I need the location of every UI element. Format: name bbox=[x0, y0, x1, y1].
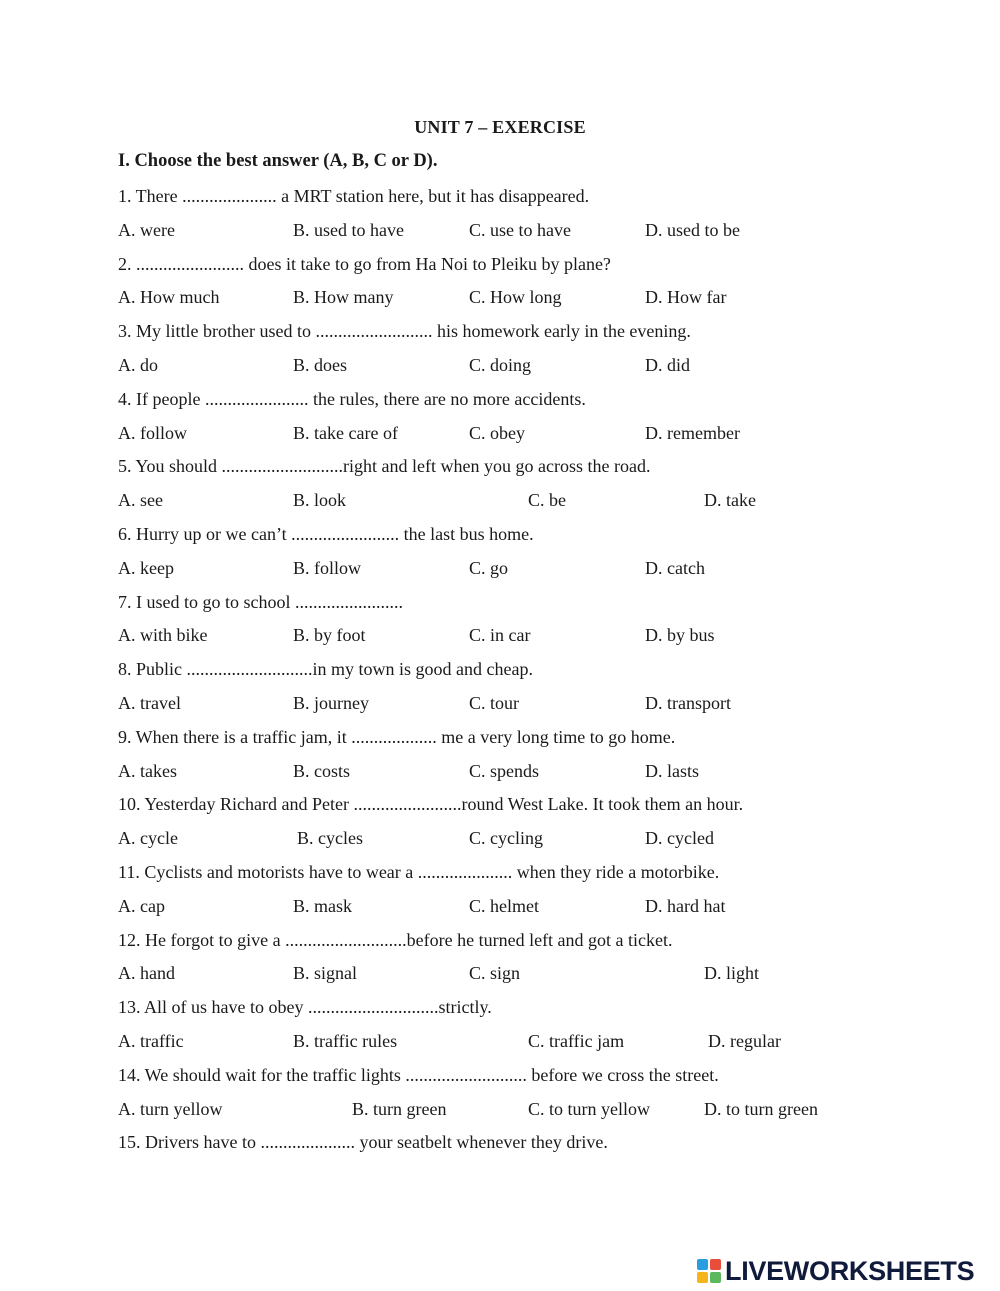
answer-option-d: D. used to be bbox=[645, 219, 740, 240]
answer-option-d: D. remember bbox=[645, 422, 740, 443]
answer-option-a: A. hand bbox=[118, 963, 175, 984]
answer-option-a: A. see bbox=[118, 490, 163, 511]
answer-option-b: B. How many bbox=[293, 287, 394, 308]
question-text: 12. He forgot to give a ...........................before he turned left and got a ticket. bbox=[118, 929, 673, 950]
answer-option-d: D. cycled bbox=[645, 828, 714, 849]
answer-option-a: A. follow bbox=[118, 422, 187, 443]
answer-option-a: A. traffic bbox=[118, 1031, 184, 1051]
answer-option-b: B. mask bbox=[293, 895, 353, 916]
answer-option-c: C. helmet bbox=[469, 895, 539, 916]
question-text: 11. Cyclists and motorists have to wear a ..................... when they ride a motorbike. bbox=[118, 862, 720, 882]
logo-mark-square bbox=[710, 1272, 721, 1283]
question-text: 8. Public ............................in my town is good and cheap. bbox=[118, 659, 533, 680]
answer-option-c: C. use to have bbox=[469, 219, 571, 240]
question-text: 10. Yesterday Richard and Peter ........................round West Lake. It took them an hour. bbox=[118, 794, 744, 815]
answer-option-a: A. keep bbox=[118, 557, 174, 578]
question-text: 13. All of us have to obey .............................strictly. bbox=[118, 997, 492, 1018]
answer-option-c: C. in car bbox=[469, 625, 531, 646]
answer-option-d: D. did bbox=[645, 355, 690, 375]
question-text: 6. Hurry up or we can’t ........................ the last bus home. bbox=[118, 524, 534, 544]
answer-option-b: B. journey bbox=[293, 693, 369, 713]
liveworksheets-logo bbox=[697, 1254, 974, 1288]
answer-option-a: A. travel bbox=[118, 693, 181, 713]
question-text: 7. I used to go to school ........................ bbox=[118, 591, 403, 612]
question-text: 2. ........................ does it take to go from Ha Noi to Pleiku by plane? bbox=[118, 253, 611, 274]
answer-option-b: B. look bbox=[293, 490, 347, 511]
answer-option-d: D. hard hat bbox=[645, 895, 726, 916]
question-text: 4. If people ....................... the rules, there are no more accidents. bbox=[118, 388, 586, 409]
logo-mark-square bbox=[710, 1259, 721, 1270]
answer-option-d: D. light bbox=[704, 963, 760, 984]
answer-option-c: C. be bbox=[528, 490, 566, 511]
answer-option-a: A. takes bbox=[118, 760, 177, 781]
answer-option-d: D. lasts bbox=[645, 760, 699, 781]
question-text: 9. When there is a traffic jam, it ................... me a very long time to go home. bbox=[118, 726, 676, 747]
logo-mark-square bbox=[697, 1259, 708, 1270]
question-text: 3. My little brother used to .......................... his homework early in the evening. bbox=[118, 321, 691, 342]
answer-option-c: C. to turn yellow bbox=[528, 1098, 650, 1119]
answer-option-a: A. cycle bbox=[118, 828, 178, 849]
answer-option-b: B. take care of bbox=[293, 422, 398, 443]
logo-text: LIVEWORKSHEETS bbox=[725, 1255, 975, 1286]
answer-option-a: A. with bike bbox=[118, 625, 208, 646]
answer-option-b: B. cycles bbox=[297, 828, 363, 849]
answer-option-b: B. signal bbox=[293, 963, 358, 984]
answer-option-d: D. transport bbox=[645, 693, 731, 713]
logo-mark-square bbox=[697, 1272, 708, 1283]
answer-option-b: B. costs bbox=[293, 760, 351, 781]
answer-option-c: C. obey bbox=[469, 422, 525, 443]
answer-option-d: D. take bbox=[704, 490, 756, 511]
answer-option-a: A. were bbox=[118, 219, 175, 240]
answer-option-b: B. by foot bbox=[293, 625, 366, 646]
logo-mark-icon bbox=[697, 1259, 721, 1283]
answer-option-d: D. catch bbox=[645, 557, 705, 578]
answer-option-c: C. tour bbox=[469, 693, 520, 713]
answer-option-a: A. cap bbox=[118, 895, 165, 916]
answer-option-b: B. traffic rules bbox=[293, 1031, 398, 1051]
question-text: 5. You should ...........................right and left when you go across the road. bbox=[118, 456, 651, 477]
answer-option-d: D. to turn green bbox=[704, 1098, 818, 1119]
answer-option-d: D. regular bbox=[708, 1031, 781, 1051]
answer-option-c: C. traffic jam bbox=[528, 1031, 625, 1051]
answer-option-b: B. used to have bbox=[293, 219, 404, 240]
answer-option-c: C. go bbox=[469, 557, 509, 578]
question-text: 15. Drivers have to ..................... your seatbelt whenever they drive. bbox=[118, 1132, 608, 1153]
answer-option-a: A. turn yellow bbox=[118, 1098, 223, 1119]
answer-option-b: B. follow bbox=[293, 557, 362, 578]
answer-option-c: C. spends bbox=[469, 760, 540, 781]
question-text: 14. We should wait for the traffic lights ........................... before we cross the street. bbox=[118, 1064, 719, 1085]
answer-option-c: C. sign bbox=[469, 963, 521, 984]
answer-option-a: A. do bbox=[118, 355, 158, 375]
answer-option-c: C. How long bbox=[469, 287, 562, 308]
page-title: UNIT 7 – EXERCISE bbox=[414, 117, 586, 137]
answer-option-b: B. turn green bbox=[352, 1098, 447, 1119]
answer-option-d: D. How far bbox=[645, 287, 727, 308]
answer-option-d: D. by bus bbox=[645, 625, 715, 646]
answer-option-c: C. doing bbox=[469, 355, 532, 375]
answer-option-b: B. does bbox=[293, 355, 347, 375]
answer-option-c: C. cycling bbox=[469, 828, 543, 849]
section-heading: I. Choose the best answer (A, B, C or D). bbox=[118, 151, 438, 171]
question-text: 1. There ..................... a MRT station here, but it has disappeared. bbox=[118, 186, 590, 206]
answer-option-a: A. How much bbox=[118, 287, 220, 308]
